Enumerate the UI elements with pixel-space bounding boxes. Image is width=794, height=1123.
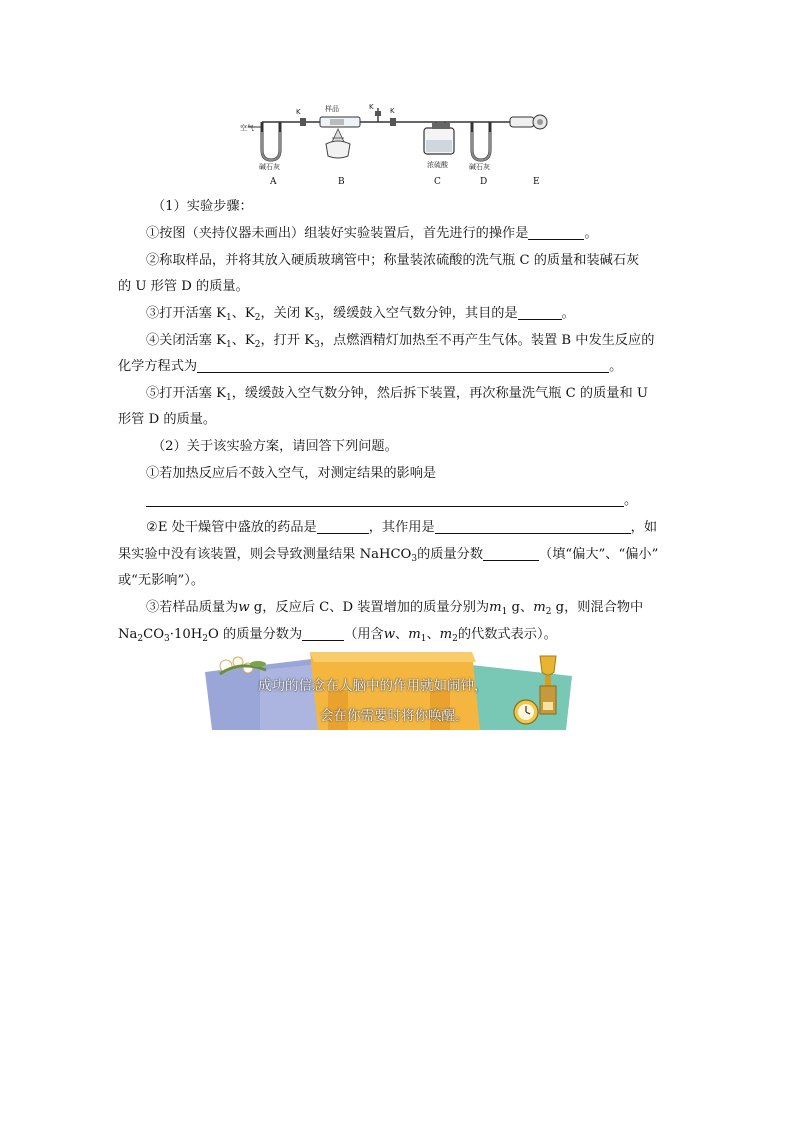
letter-d: D	[480, 177, 488, 187]
apparatus-figure	[240, 102, 560, 188]
banner-line-2: 会在你需要时将你唤醒。	[320, 708, 469, 724]
answer-blank-1[interactable]	[528, 225, 584, 240]
q1-step5-line1: ⑤打开活塞 $K_1$，缓缓鼓入空气数分钟，然后拆下装置，再次称量洗气瓶 C 的质量和 U	[146, 386, 648, 403]
k1-label: K	[296, 108, 301, 116]
k3-label: K	[369, 103, 374, 111]
q1-step1: ①按图（夹持仪器未画出）组装好实验装置后，首先进行的操作是 。	[146, 226, 598, 241]
alarm-clock-icon	[514, 700, 538, 724]
letter-a: A	[270, 177, 277, 187]
q1-step2-line2: 的 U 形管 D 的质量。	[118, 279, 249, 294]
letter-c: C	[434, 177, 441, 187]
q2-part1-answer-line: 。	[146, 492, 637, 510]
q1-step2-line1: ②称取样品，并将其放入硬质玻璃管中；称量装浓硫酸的洗气瓶 C 的质量和装碱石灰	[146, 253, 640, 268]
conc-acid-label: 浓硫酸	[427, 161, 448, 169]
q2-heading: （2）关于该实验方案，请回答下列问题。	[152, 439, 398, 454]
q2-part3-line2: $Na_2CO_3\cdot 10H_2O$ 的质量分数为 （用含w、$m_1$、$m_2$的代数式表示）。	[118, 627, 557, 644]
q1-step4-line1: ④关闭活塞 $K_1$、$K_2$，打开 $K_3$，点燃酒精灯加热至不再产生气体。装置 B 中发生反应的	[146, 333, 655, 350]
soda-lime-a-label: 碱石灰	[259, 163, 280, 171]
q1-step3: ③打开活塞 $K_1$、$K_2$，关闭 $K_3$，缓缓鼓入空气数分钟，其目的是 。	[146, 306, 575, 323]
air-label: 空气	[240, 124, 254, 132]
q1-step4-line2: 化学方程式为 。	[118, 359, 623, 374]
answer-blank-2[interactable]	[518, 305, 562, 320]
answer-blank-3[interactable]	[197, 358, 609, 373]
answer-blank-6[interactable]	[435, 519, 631, 534]
q2-part2-line3: 或“无影响”）。	[118, 573, 205, 588]
q2-part2-line1: ②E 处干燥管中盛放的药品是 ，其作用是 ，如	[146, 520, 658, 535]
letter-b: B	[338, 177, 345, 187]
answer-blank-8[interactable]	[302, 626, 344, 641]
q2-part1: ①若加热反应后不鼓入空气，对测定结果的影响是	[146, 466, 437, 481]
soda-lime-d-label: 碱石灰	[469, 163, 490, 171]
motivational-banner	[200, 650, 575, 732]
q2-part2-line2: 果实验中没有该装置，则会导致测量结果 NaHCO$_3$的质量分数 （填“偏大”、“偏小”	[118, 547, 659, 564]
k2-label: K	[390, 107, 395, 115]
answer-blank-4[interactable]	[146, 492, 624, 507]
q2-part3-line1: ③若样品质量为w g，反应后 C、D 装置增加的质量分别为$m_1$ g、$m_2$ g，则混合物中	[146, 600, 644, 617]
q1-step5-line2: 形管 D 的质量。	[118, 412, 217, 427]
q1-heading: （1）实验步骤：	[152, 199, 253, 214]
letter-e: E	[533, 177, 540, 187]
banner-line-1: 成功的信念在人脑中的作用就如闹钟，	[258, 678, 488, 694]
answer-blank-7[interactable]	[483, 546, 539, 561]
sample-label: 样品	[325, 105, 339, 113]
apparatus-diagram	[240, 102, 560, 188]
answer-blank-5[interactable]	[317, 519, 369, 534]
